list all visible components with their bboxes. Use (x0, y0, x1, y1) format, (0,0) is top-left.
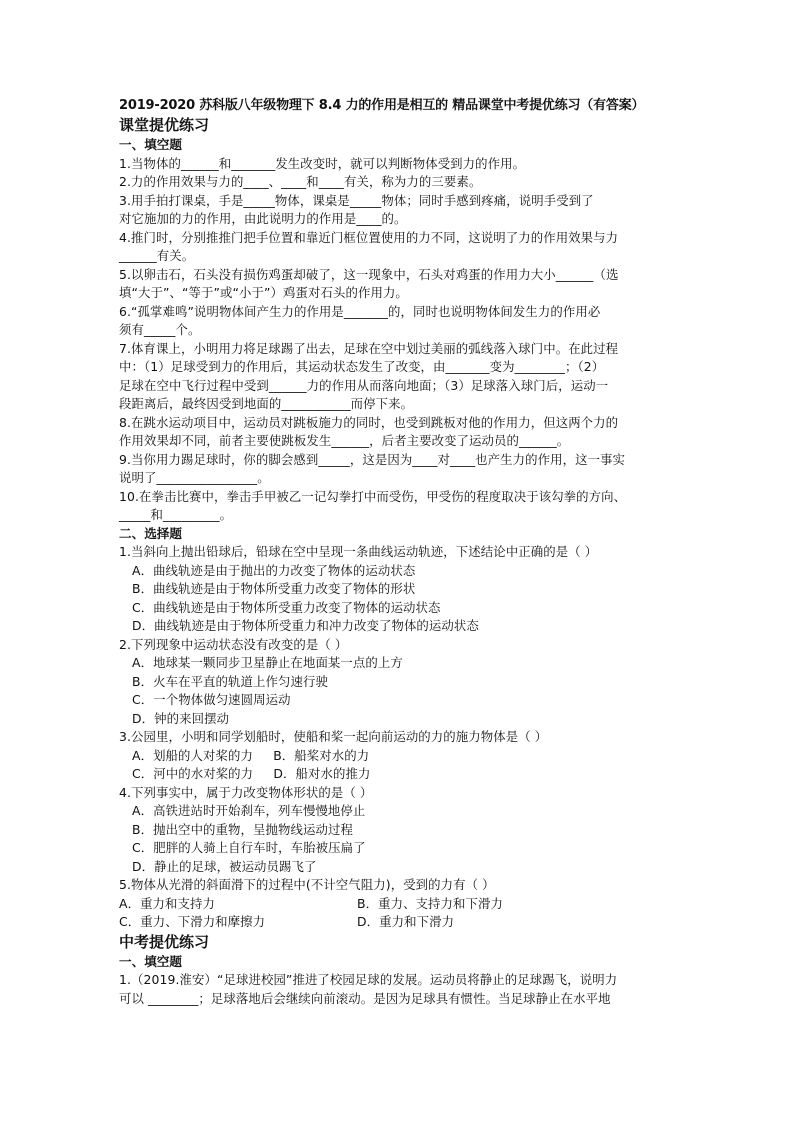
answer-option: A．重力和支持力 (119, 895, 216, 911)
answer-option: C．重力、下滑力和摩擦力 (119, 914, 266, 929)
part-heading-fill-blank-exam: 一、填空题 (119, 953, 182, 969)
question-stem: 5.物体从光滑的斜面滑下的过程中(不计空气阻力)，受到的力有（ ） (119, 877, 495, 892)
text-line: 对它施加的力的作用，由此说明力的作用是____的。 (119, 211, 407, 226)
text-line: 2.力的作用效果与力的____、____和____有关，称为力的三要素。 (119, 174, 482, 189)
answer-option: A．地球某一颗同步卫星静止在地面某一点的上方 (132, 655, 403, 670)
answer-option: D．曲线轨迹是由于物体所受重力和冲力改变了物体的运动状态 (132, 618, 479, 633)
answer-option: C．曲线轨迹是由于物体所受重力改变了物体的运动状态 (132, 599, 441, 615)
question-stem: 1.当斜向上抛出铅球后，铅球在空中呈现一条曲线运动轨迹，下述结论中正确的是（ ） (119, 544, 598, 559)
answer-option: C．肥胖的人骑上自行车时，车胎被压扁了 (132, 840, 366, 855)
answer-option-row (119, 913, 679, 932)
text-line: 3.用手拍打课桌，手是_____物体，课桌是_____物体；同时手感到疼痛，说明手受到了 (119, 192, 594, 208)
answer-option: B．火车在平直的轨道上作匀速行驶 (132, 673, 328, 689)
document-page (119, 96, 679, 1008)
answer-option: D．重力和下滑力 (357, 914, 455, 929)
text-line: _____和_________。 (119, 507, 233, 522)
answer-option: A．曲线轨迹是由于抛出的力改变了物体的运动状态 (132, 562, 416, 578)
answer-option-row (119, 895, 679, 914)
section-heading-classroom: 课堂提优练习 (119, 116, 210, 134)
answer-option: B．船桨对水的力 (273, 747, 370, 763)
text-line: 可以 ________；足球落地后会继续向前滚动。是因为足球具有惯性。当足球静止在水平地 (119, 990, 611, 1006)
answer-option: D．静止的足球，被运动员踢飞了 (132, 858, 317, 874)
answer-option: C．河中的水对桨的力 (132, 766, 254, 781)
section-heading-exam: 中考提优练习 (119, 932, 210, 951)
text-line: 填“大于”、“等于”或“小于”）鸡蛋对石头的作用力。 (119, 285, 408, 300)
text-line: 7.体育课上，小明用力将足球踢了出去，足球在空中划过美丽的弧线落入球门中。在此过程 (119, 340, 619, 356)
text-line: 10.在拳击比赛中，拳击手甲被乙一记勾拳打中而受伤，甲受伤的程度取决于该勾拳的方向、 (119, 488, 627, 504)
answer-option: D．船对水的推力 (273, 766, 371, 781)
document-title: 2019-2020 苏科版八年级物理下 8.4 力的作用是相互的 精品课堂中考提优练习（有答案） (119, 98, 645, 113)
answer-option: C．一个物体做匀速圆周运动 (132, 692, 291, 707)
text-line: 1.当物体的______和_______发生改变时，就可以判断物体受到力的作用。 (119, 155, 526, 171)
answer-option: B．抛出空中的重物，呈抛物线运动过程 (132, 821, 353, 837)
question-stem: 4.下列事实中，属于力改变物体形状的是（ ） (119, 784, 373, 800)
text-line: 1.（2019.淮安）“足球进校园”推进了校园足球的发展。运动员将静止的足球踢飞，说明力 (119, 972, 618, 987)
text-line: 6.“孤掌难鸣”说明物体间产生力的作用是_______的，同时也说明物体间发生力的作用必 (119, 303, 601, 319)
text-line: 中：（1）足球受到力的作用后，其运动状态发生了改变，由_______变为________；（2） (119, 359, 605, 374)
answer-option: D．钟的来回摆动 (132, 710, 230, 726)
multiple-choice-questions (119, 543, 679, 932)
text-line: 4.推门时，分别推推门把手位置和靠近门框位置使用的力不同，这说明了力的作用效果与力 (119, 229, 619, 245)
answer-option-row (119, 747, 679, 766)
text-line: 段距离后，最终因受到地面的___________而停下来。 (119, 396, 414, 411)
answer-option-row (119, 765, 679, 784)
part-heading-fill-blank: 一、填空题 (119, 137, 182, 152)
text-line: 作用效果却不同，前者主要使跳板发生______，后者主要改变了运动员的______。 (119, 433, 570, 448)
text-line: 足球在空中飞行过程中受到______力的作用从而落向地面；（3）足球落入球门后，运动一 (119, 377, 609, 393)
text-line: ______有关。 (119, 248, 195, 263)
question-stem: 3.公园里，小明和同学划船时，使船和桨一起向前运动的力的施力物体是（ ） (119, 729, 548, 744)
question-stem: 2.下列现象中运动状态没有改变的是（ ） (119, 636, 348, 652)
text-line: 9.当你用力踢足球时，你的脚会感到_____，这是因为____对____也产生力的作用，这一事实 (119, 451, 626, 467)
answer-option: A．高铁进站时开始刹车，列车慢慢地停止 (132, 803, 366, 818)
answer-option: A．划船的人对桨的力 (132, 747, 253, 763)
text-line: 须有_____个。 (119, 322, 201, 337)
answer-option: B．曲线轨迹是由于物体所受重力改变了物体的形状 (132, 581, 416, 596)
text-line: 5.以卵击石，石头没有损伤鸡蛋却破了，这一现象中，石头对鸡蛋的作用力大小______（选 (119, 266, 619, 282)
text-line: 说明了________________。 (119, 470, 270, 485)
text-line: 8.在跳水运动项目中，运动员对跳板施力的同时，也受到跳板对他的作用力，但这两个力的 (119, 414, 619, 430)
part-heading-multiple-choice: 二、选择题 (119, 525, 182, 541)
fill-blank-questions (119, 155, 679, 525)
answer-option: B．重力、支持力和下滑力 (357, 895, 503, 911)
